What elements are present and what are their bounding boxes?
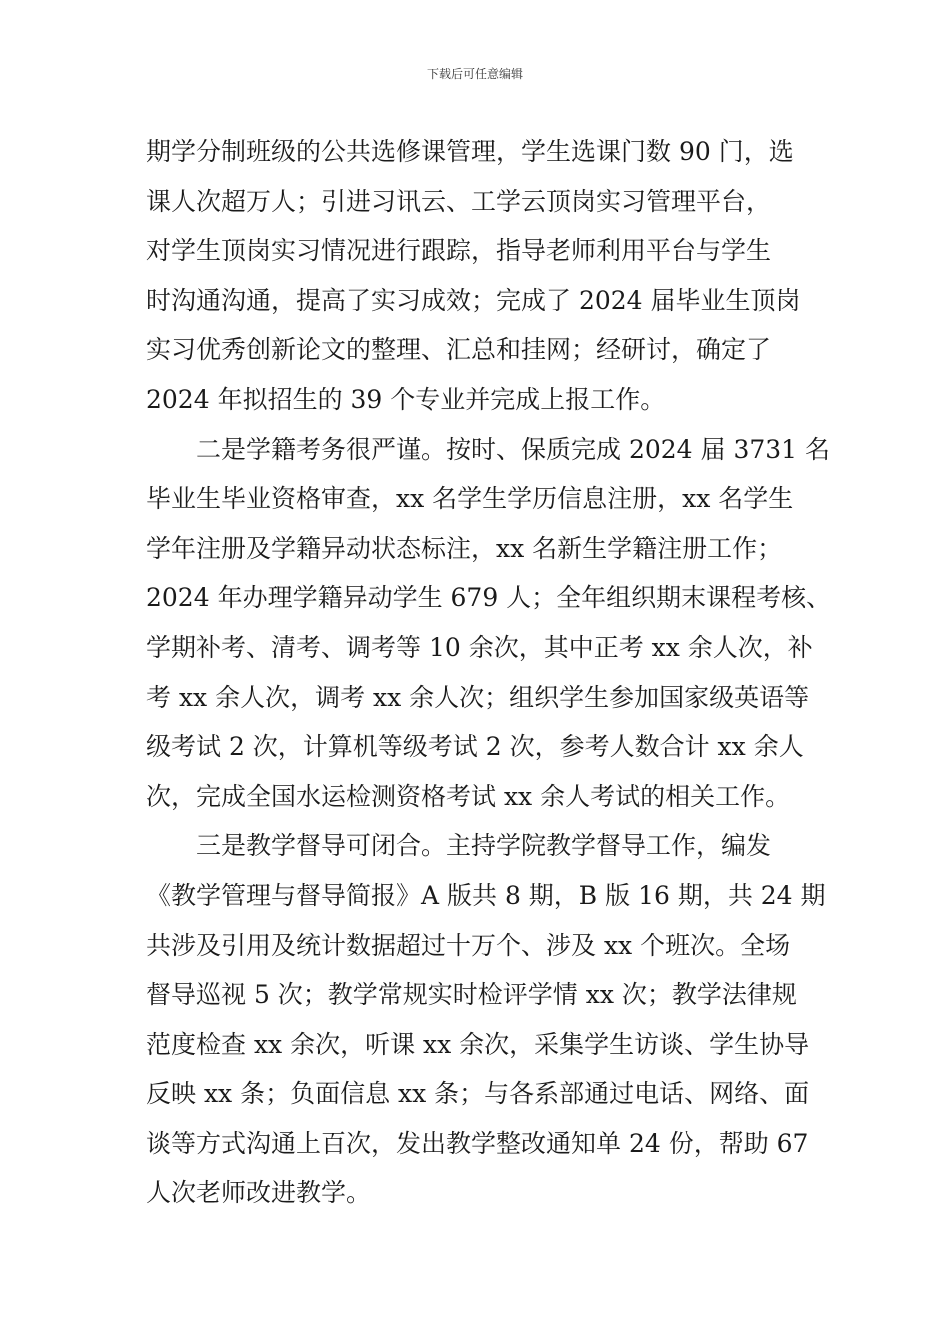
text-line: 对学生顶岗实习情况进行跟踪，指导老师利用平台与学生	[146, 236, 772, 266]
text-line: 课人次超万人；引进习讯云、工学云顶岗实习管理平台，	[146, 186, 772, 216]
text-line: 二是学籍考务很严谨。按时、保质完成 2024 届 3731 名	[146, 434, 831, 464]
text-line: 《教学管理与督导简报》A 版共 8 期，B 版 16 期，共 24 期	[146, 880, 826, 910]
document-body	[146, 127, 832, 1218]
text-line: 期学分制班级的公共选修课管理，学生选课门数 90 门，选	[146, 137, 794, 166]
paragraph	[146, 127, 814, 425]
paragraph	[146, 821, 826, 1218]
text-line: 三是教学督导可闭合。主持学院教学督导工作，编发	[146, 831, 772, 861]
text-line: 2024 年拟招生的 39 个专业并完成上报工作。	[146, 384, 666, 414]
text-line: 实习优秀创新论文的整理、汇总和挂网；经研讨，确定了	[146, 335, 772, 365]
text-line: 人次老师改进教学。	[146, 1178, 372, 1208]
text-line: 范度检查 xx 余次，听课 xx 余次，采集学生访谈、学生协导	[146, 1029, 810, 1059]
text-line: 毕业生毕业资格审查，xx 名学生学历信息注册，xx 名学生	[146, 484, 794, 514]
text-line: 考 xx 余人次，调考 xx 余人次；组织学生参加国家级英语等	[146, 682, 810, 712]
text-line: 督导巡视 5 次；教学常规实时检评学情 xx 次；教学法律规	[146, 980, 797, 1010]
text-line: 时沟通沟通，提高了实习成效；完成了 2024 届毕业生顶岗	[146, 285, 801, 315]
text-line: 级考试 2 次，计算机等级考试 2 次，参考人数合计 xx 余人	[146, 732, 804, 762]
text-line: 学期补考、清考、调考等 10 余次，其中正考 xx 余人次，补	[146, 632, 813, 662]
text-line: 次，完成全国水运检测资格考试 xx 余人考试的相关工作。	[146, 781, 791, 811]
header-note: 下载后可任意编辑	[426, 67, 523, 81]
text-line: 谈等方式沟通上百次，发出教学整改通知单 24 份，帮助 67	[146, 1128, 809, 1158]
paragraph	[146, 425, 832, 822]
text-line: 共涉及引用及统计数据超过十万个、涉及 xx 个班次。全场	[146, 930, 791, 960]
text-line: 反映 xx 条；负面信息 xx 条；与各系部通过电话、网络、面	[146, 1079, 810, 1109]
text-line: 学年注册及学籍异动状态标注，xx 名新生学籍注册工作；	[146, 533, 783, 563]
text-line: 2024 年办理学籍异动学生 679 人；全年组织期末课程考核、	[146, 583, 832, 613]
